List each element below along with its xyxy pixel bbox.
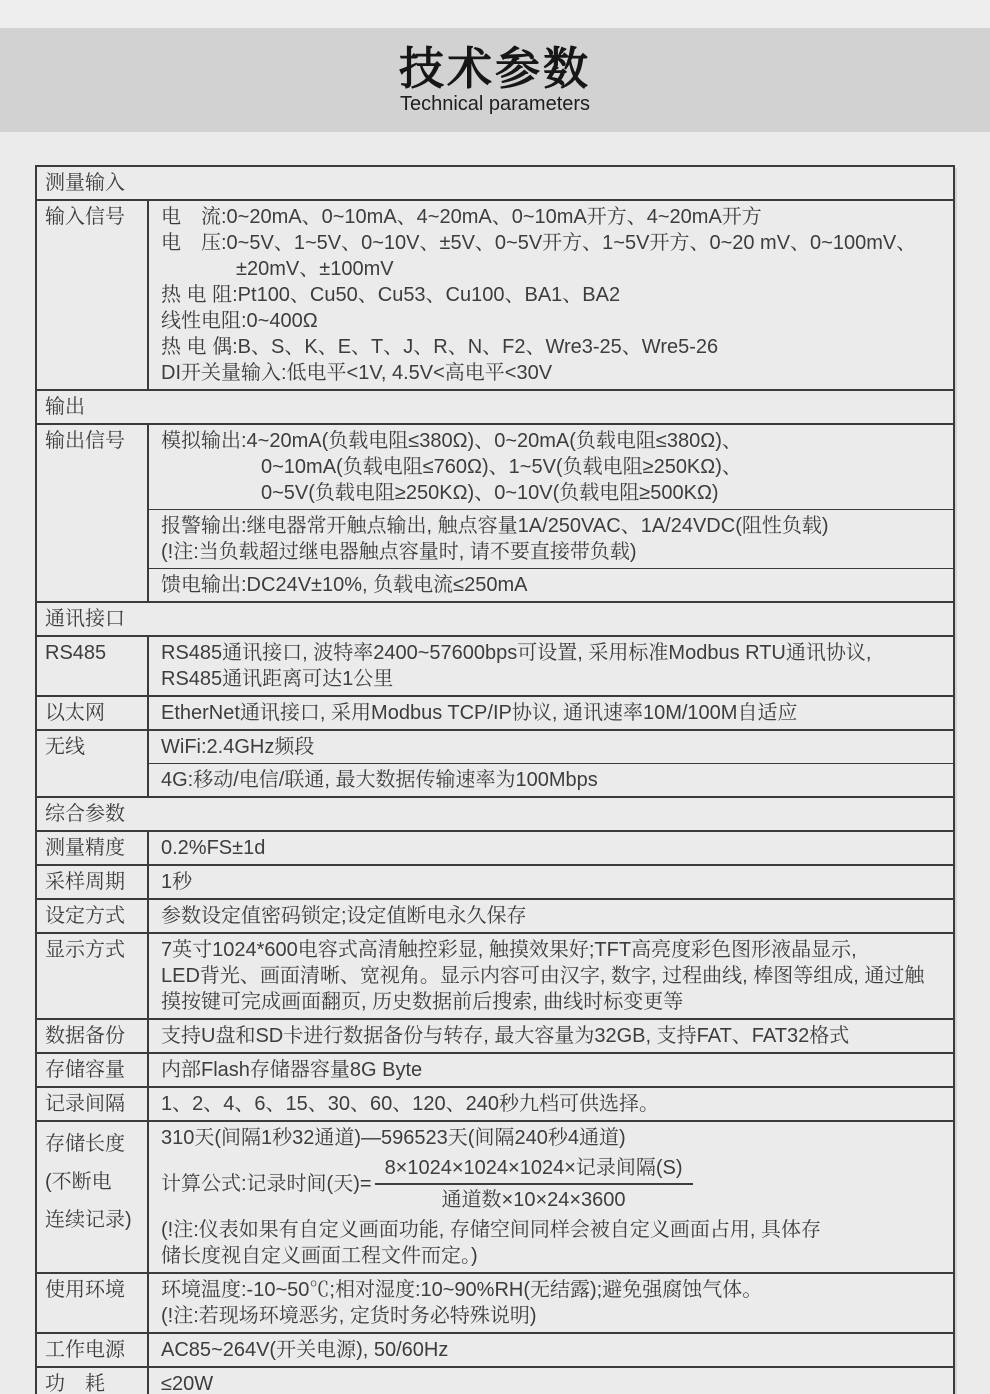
row-label-display-mode — [37, 934, 149, 1018]
row-value-setting-mode — [149, 900, 953, 932]
row-value-wireless — [149, 731, 953, 796]
text-line: 电 压:0~5V、1~5V、0~10V、±5V、0~5V开方、1~5V开方、0~20 mV、0~100mV、 — [161, 232, 917, 254]
row-label-text: 采样周期 — [45, 871, 125, 893]
row-label-text: 输出信号 — [45, 430, 125, 452]
row-value-output-signal — [149, 425, 953, 601]
row-value-input-signal — [149, 201, 953, 389]
row-value-power-consumption — [149, 1368, 953, 1394]
text-line: 参数设定值密码锁定;设定值断电永久保存 — [161, 905, 527, 927]
row-power-supply — [37, 1334, 953, 1368]
row-value-data-backup — [149, 1020, 953, 1052]
row-label-data-backup — [37, 1020, 149, 1052]
row-label-text: 连续记录) — [45, 1209, 132, 1231]
row-data-backup — [37, 1020, 953, 1054]
text-line: 支持U盘和SD卡进行数据备份与转存, 最大容量为32GB, 支持FAT、FAT32格式 — [161, 1025, 850, 1047]
row-sampling-period — [37, 866, 953, 900]
row-label-text: 无线 — [45, 736, 85, 758]
text-line: 4G:移动/电信/联通, 最大数据传输速率为100Mbps — [161, 769, 598, 791]
row-value-storage-capacity — [149, 1054, 953, 1086]
value-cell — [149, 509, 953, 568]
text-line: 电 流:0~20mA、0~10mA、4~20mA、0~10mA开方、4~20mA开方 — [161, 206, 762, 228]
value-cell — [149, 1122, 953, 1272]
row-storage-capacity — [37, 1054, 953, 1088]
text-line: (!注:若现场环境恶劣, 定货时务必特殊说明) — [161, 1305, 537, 1327]
row-value-storage-length — [149, 1122, 953, 1272]
text-line: 310天(间隔1秒32通道)—596523天(间隔240秒4通道) — [161, 1127, 626, 1149]
value-cell — [149, 1334, 953, 1366]
section-header-output: 输出 — [37, 391, 953, 425]
row-value-environment — [149, 1274, 953, 1332]
row-label-accuracy — [37, 832, 149, 864]
text-line: AC85~264V(开关电源), 50/60Hz — [161, 1339, 449, 1361]
text-line: (!注:当负载超过继电器触点容量时, 请不要直接带负载) — [161, 541, 637, 563]
text-line: RS485通讯接口, 波特率2400~57600bps可设置, 采用标准Modbus RTU通讯协议, — [161, 642, 872, 664]
text-line: ≤20W — [161, 1373, 214, 1394]
text-line: 0.2%FS±1d — [161, 837, 266, 859]
row-value-record-interval — [149, 1088, 953, 1120]
text-line: 馈电输出:DC24V±10%, 负载电流≤250mA — [161, 574, 528, 596]
text-line: 报警输出:继电器常开触点输出, 触点容量1A/250VAC、1A/24VDC(阻性负载) — [161, 515, 829, 537]
row-input-signal — [37, 201, 953, 391]
text-line: 热 电 偶:B、S、K、E、T、J、R、N、F2、Wre3-25、Wre5-26 — [161, 336, 719, 358]
row-label-storage-length — [37, 1122, 149, 1272]
row-label-sampling-period — [37, 866, 149, 898]
formula-fraction — [375, 1156, 693, 1212]
text-line: DI开关量输入:低电平<1V, 4.5V<高电平<30V — [161, 362, 553, 384]
text-line: LED背光、画面清晰、宽视角。显示内容可由汉字, 数字, 过程曲线, 棒图等组成, 通过触 — [161, 965, 925, 987]
text-line: (!注:仪表如果有自定义画面功能, 存储空间同样会被自定义画面占用, 具体存 — [161, 1219, 821, 1241]
row-label-text: 输入信号 — [45, 206, 125, 228]
row-record-interval — [37, 1088, 953, 1122]
row-label-text: 显示方式 — [45, 939, 125, 961]
row-ethernet — [37, 697, 953, 731]
value-cell — [149, 1274, 953, 1332]
text-line: 环境温度:-10~50℃;相对湿度:10~90%RH(无结露);避免强腐蚀气体。 — [161, 1279, 763, 1301]
row-storage-length — [37, 1122, 953, 1274]
row-label-output-signal — [37, 425, 149, 601]
row-display-mode — [37, 934, 953, 1020]
value-cell — [149, 1368, 953, 1394]
text-line: 模拟输出:4~20mA(负载电阻≤380Ω)、0~20mA(负载电阻≤380Ω)、 — [161, 430, 742, 452]
text-line: ±20mV、±100mV — [236, 258, 394, 280]
row-label-text: 存储长度 — [45, 1133, 125, 1155]
row-value-power-supply — [149, 1334, 953, 1366]
value-cell — [149, 1020, 953, 1052]
value-cell — [149, 201, 953, 389]
row-label-power-supply — [37, 1334, 149, 1366]
value-cell — [149, 900, 953, 932]
row-label-text: 工作电源 — [45, 1339, 125, 1361]
text-line: EtherNet通讯接口, 采用Modbus TCP/IP协议, 通讯速率10M/100M自适应 — [161, 702, 798, 724]
fraction-numerator: 8×1024×1024×1024×记录间隔(S) — [375, 1156, 693, 1185]
row-label-text: 存储容量 — [45, 1059, 125, 1081]
row-label-setting-mode — [37, 900, 149, 932]
top-strip — [0, 0, 990, 28]
text-line: 热 电 阻:Pt100、Cu50、Cu53、Cu100、BA1、BA2 — [161, 284, 621, 306]
page-subtitle: Technical parameters — [399, 93, 591, 115]
text-line: 1、2、4、6、15、30、60、120、240秒九档可供选择。 — [161, 1093, 659, 1115]
row-label-text: (不断电 — [45, 1171, 112, 1193]
row-output-signal — [37, 425, 953, 603]
header-band — [0, 28, 990, 132]
text-line: 7英寸1024*600电容式高清触控彩显, 触摸效果好;TFT高亮度彩色图形液晶显示, — [161, 939, 857, 961]
text-line: 线性电阻:0~400Ω — [161, 310, 318, 332]
value-cell — [149, 934, 953, 1018]
value-cell — [149, 568, 953, 601]
row-value-display-mode — [149, 934, 953, 1018]
row-value-accuracy — [149, 832, 953, 864]
text-line: 0~10mA(负载电阻≤760Ω)、1~5V(负载电阻≥250KΩ)、 — [261, 456, 742, 478]
row-label-record-interval — [37, 1088, 149, 1120]
value-cell — [149, 763, 953, 796]
value-cell — [149, 637, 953, 695]
row-label-ethernet — [37, 697, 149, 729]
section-header-measure-input: 测量输入 — [37, 167, 953, 201]
section-header-comm-interface: 通讯接口 — [37, 603, 953, 637]
value-cell — [149, 866, 953, 898]
value-cell — [149, 1088, 953, 1120]
section-header-general-params: 综合参数 — [37, 798, 953, 832]
row-label-input-signal — [37, 201, 149, 389]
value-cell — [149, 425, 953, 509]
row-environment — [37, 1274, 953, 1334]
row-wireless — [37, 731, 953, 798]
row-label-text: 以太网 — [45, 702, 105, 724]
row-setting-mode — [37, 900, 953, 934]
row-label-storage-capacity — [37, 1054, 149, 1086]
record-time-formula — [161, 1156, 947, 1212]
row-label-text: 测量精度 — [45, 837, 125, 859]
row-label-text: 数据备份 — [45, 1025, 125, 1047]
value-cell — [149, 832, 953, 864]
text-line: WiFi:2.4GHz频段 — [161, 736, 315, 758]
text-line: 储长度视自定义画面工程文件而定。) — [161, 1245, 478, 1267]
row-accuracy — [37, 832, 953, 866]
row-rs485 — [37, 637, 953, 697]
row-power-consumption — [37, 1368, 953, 1394]
row-label-environment — [37, 1274, 149, 1332]
value-cell — [149, 697, 953, 729]
row-label-text: 功 耗 — [45, 1373, 105, 1394]
row-value-sampling-period — [149, 866, 953, 898]
value-cell — [149, 1054, 953, 1086]
page-title: 技术参数 — [398, 43, 591, 94]
text-line: 1秒 — [161, 871, 193, 893]
value-cell — [149, 731, 953, 763]
row-label-wireless — [37, 731, 149, 796]
text-line: 内部Flash存储器容量8G Byte — [161, 1059, 423, 1081]
fraction-denominator: 通道数×10×24×3600 — [441, 1189, 626, 1211]
formula-prefix: 计算公式:记录时间(天)= — [161, 1173, 372, 1195]
row-value-ethernet — [149, 697, 953, 729]
row-label-text: RS485 — [45, 642, 107, 664]
text-line: RS485通讯距离可达1公里 — [161, 668, 394, 690]
row-label-rs485 — [37, 637, 149, 695]
row-label-text: 设定方式 — [45, 905, 125, 927]
row-value-rs485 — [149, 637, 953, 695]
row-label-text: 使用环境 — [45, 1279, 125, 1301]
row-label-text: 记录间隔 — [45, 1093, 125, 1115]
row-label-power-consumption — [37, 1368, 149, 1394]
spec-table — [35, 165, 955, 1394]
text-line: 摸按键可完成画面翻页, 历史数据前后搜索, 曲线时标变更等 — [161, 991, 684, 1013]
text-line: 0~5V(负载电阻≥250KΩ)、0~10V(负载电阻≥500KΩ) — [261, 482, 719, 504]
